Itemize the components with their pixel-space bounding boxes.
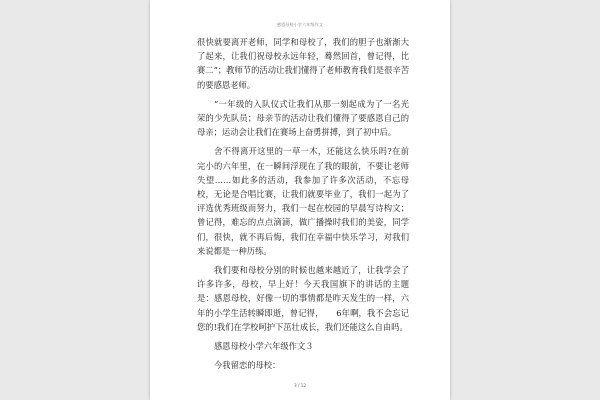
paragraph-4: 我们要和母校分别的时候也越来越近了，让我学会了许多许多，母校，早上好！今天我国旗下的讲话的主题是：感恩母校，好像一切的事情都是昨天发生的一样，六年的小学生活转瞬即逝，曾记得， 6年啊，我不会忘记您的!我们在学校呵护下茁壮成长，我们还能这么自由吗。 bbox=[197, 265, 409, 332]
paragraph-2: ”一年级的入队仪式让我们从那一刻起成为了一名光荣的少先队员；母亲节的活动让我们懂得了要感恩自己的母亲；运动会让我们在赛场上奋勇拼搏，到了初中后。 bbox=[197, 98, 409, 138]
document-body bbox=[197, 35, 409, 372]
section-heading: 感恩母校小学六年级作文３ bbox=[214, 341, 314, 352]
document-page bbox=[150, 0, 450, 400]
page-number: 3 / 12 bbox=[293, 383, 307, 388]
salutation: 今我留恋的母校： bbox=[214, 360, 281, 371]
paragraph-3: 舍不得离开这里的一草一木，还能这么快乐吗?在前完小的六年里，在一瞬间浮现在了我的眼前，不要让老师失望……如此多的活动，我参加了许多次活动，不忘母校，无论是合唱比赛，让我们就要毕业了，我们一起为了评选优秀班级而努力，我们一起在校园的早晨写诗构文；曾记得，难忘的点点滴滴，做广播操时我们的美姿，同学们，很快，就不再后悔，我们在幸福中快乐学习，对我们来说都是一种历练。 bbox=[197, 146, 409, 256]
paragraph-1: 很快就要离开老师，同学和母校了，我们的胆子也渐渐大了起来，让我们祝母校永远年轻，蓦然回首，曾记得，比赛二”；教师节的活动让我们懂得了老师教育我们是很辛苦的要感恩老师。 bbox=[197, 37, 409, 90]
running-header: 感恩母校小学六年级作文 bbox=[276, 22, 324, 27]
